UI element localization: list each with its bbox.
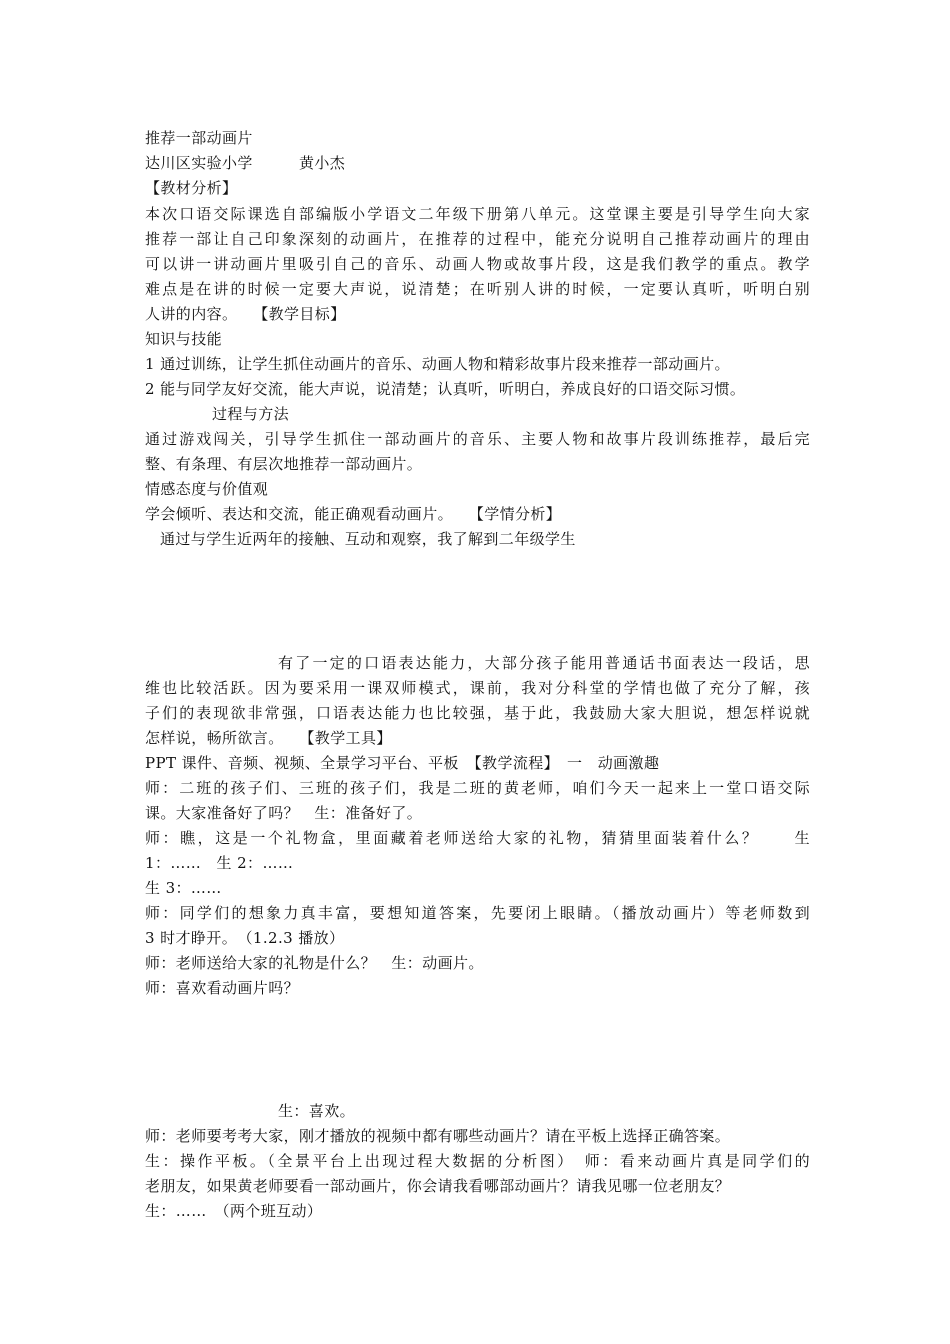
dialogue-line: 课。大家准备好了吗？ 生：准备好了。 (145, 804, 423, 822)
paragraph-line: 推荐一部让自己印象深刻的动画片，在推荐的过程中，能充分说明自己推荐动画片的理由 (145, 230, 810, 248)
dialogue-line: 生：…… （两个班互动） (145, 1202, 323, 1220)
dialogue-line: 师：老师送给大家的礼物是什么？ 生：动画片。 (145, 954, 484, 972)
paragraph-line: 有了一定的口语表达能力，大部分孩子能用普通话书面表达一段话，思 (278, 654, 810, 672)
tools-line: PPT 课件、音频、视频、全景学习平台、平板 【教学流程】 一 动画激趣 (145, 754, 660, 772)
dialogue-line: 老朋友，如果黄老师要看一部动画片，你会请我看哪部动画片？请我见哪一位老朋友？ (145, 1177, 731, 1195)
subheading-process: 过程与方法 (212, 405, 290, 423)
paragraph-line: 通过游戏闯关，引导学生抓住一部动画片的音乐、主要人物和故事片段训练推荐，最后完 (145, 430, 810, 448)
dialogue-line: 生 3：…… (145, 879, 222, 897)
paragraph-line: 整、有条理、有层次地推荐一部动画片。 (145, 455, 423, 473)
paragraph-line: 学会倾听、表达和交流，能正确观看动画片。 【学情分析】 (145, 505, 562, 523)
dialogue-line: 生：喜欢。 (278, 1102, 356, 1120)
paragraph-line: 人讲的内容。 【教学目标】 (145, 305, 346, 323)
goal-item: 2 能与同学友好交流，能大声说，说清楚；认真听，听明白，养成良好的口语交际习惯。 (145, 380, 746, 398)
paragraph-line: 可以讲一讲动画片里吸引自己的音乐、动画人物或故事片段，这是我们教学的重点。教学 (145, 255, 810, 273)
dialogue-line: 师：二班的孩子们、三班的孩子们，我是二班的黄老师，咱们今天一起来上一堂口语交际 (145, 779, 810, 797)
section-heading-material: 【教材分析】 (145, 179, 238, 197)
paragraph-line: 通过与学生近两年的接触、互动和观察，我了解到二年级学生 (160, 530, 576, 548)
doc-title: 推荐一部动画片 (145, 129, 253, 147)
dialogue-line: 生：操作平板。（全景平台上出现过程大数据的分析图） 师：看来动画片真是同学们的 (145, 1152, 810, 1170)
goal-item: 1 通过训练，让学生抓住动画片的音乐、动画人物和精彩故事片段来推荐一部动画片。 (145, 355, 730, 373)
subheading-knowledge: 知识与技能 (145, 330, 223, 348)
subheading-attitude: 情感态度与价值观 (145, 480, 269, 498)
paragraph-line: 本次口语交际课选自部编版小学语文二年级下册第八单元。这堂课主要是引导学生向大家 (145, 205, 810, 223)
dialogue-line: 师：瞧，这是一个礼物盒，里面藏着老师送给大家的礼物，猜猜里面装着什么？ 生 (145, 829, 810, 847)
paragraph-line: 怎样说，畅所欲言。 【教学工具】 (145, 729, 392, 747)
paragraph-line: 维也比较活跃。因为要采用一课双师模式，课前，我对分科堂的学情也做了充分了解，孩 (145, 679, 810, 697)
author-line: 达川区实验小学 黄小杰 (145, 154, 346, 172)
dialogue-line: 师：老师要考考大家，刚才播放的视频中都有哪些动画片？请在平板上选择正确答案。 (145, 1127, 731, 1145)
paragraph-line: 子们的表现欲非常强，口语表达能力也比较强，基于此，我鼓励大家大胆说，想怎样说就 (145, 704, 810, 722)
dialogue-line: 师：喜欢看动画片吗？ (145, 979, 300, 997)
paragraph-line: 难点是在讲的时候一定要大声说，说清楚；在听别人讲的时候，一定要认真听，听明白别 (145, 280, 810, 298)
dialogue-line: 师：同学们的想象力真丰富，要想知道答案，先要闭上眼睛。（播放动画片）等老师数到 (145, 904, 810, 922)
dialogue-line: 1：…… 生 2：…… (145, 854, 294, 872)
dialogue-line: 3 时才睁开。 （1.2.3 播放） (145, 929, 345, 947)
